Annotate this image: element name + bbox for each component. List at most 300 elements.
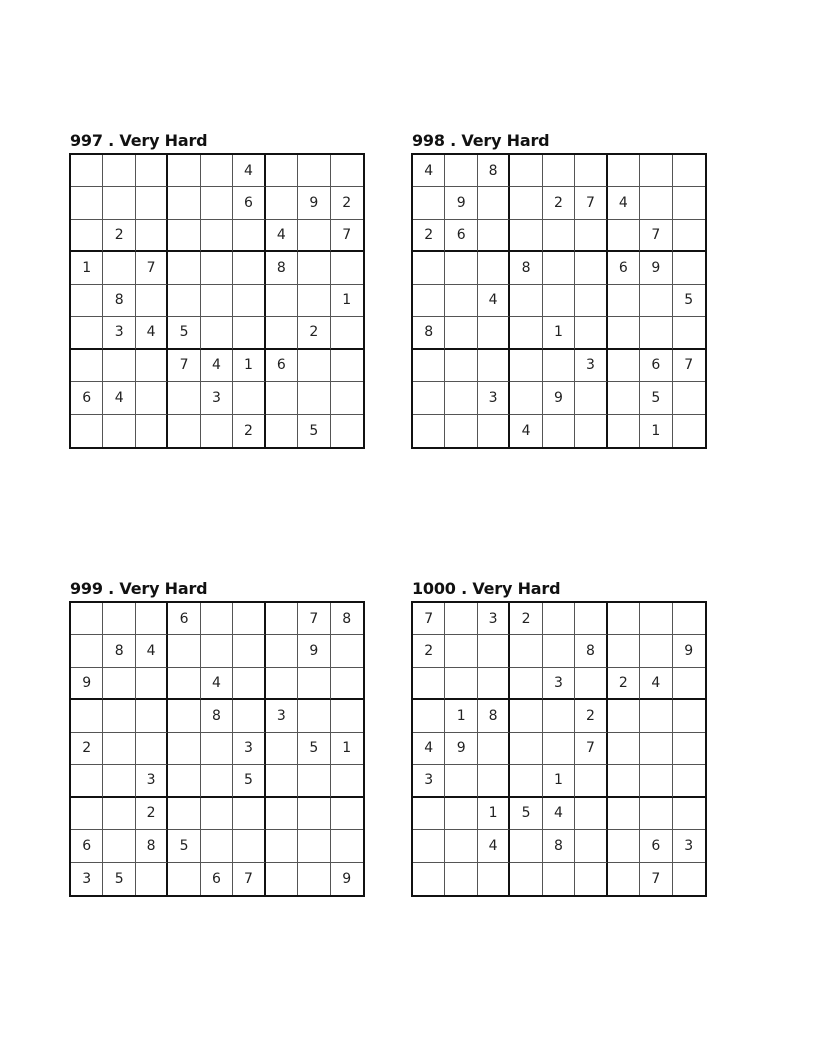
sudoku-cell bbox=[233, 830, 265, 862]
sudoku-cell: 7 bbox=[233, 863, 265, 895]
sudoku-cell bbox=[168, 382, 200, 414]
sudoku-cell bbox=[673, 798, 705, 830]
sudoku-cell bbox=[298, 382, 330, 414]
sudoku-cell bbox=[201, 415, 233, 447]
sudoku-cell bbox=[201, 635, 233, 667]
sudoku-cell bbox=[575, 382, 607, 414]
sudoku-cell: 3 bbox=[136, 765, 168, 797]
sudoku-cell bbox=[478, 765, 510, 797]
sudoku-cell bbox=[168, 798, 200, 830]
puzzle-title: 998 . Very Hard bbox=[412, 131, 550, 150]
sudoku-cell bbox=[608, 798, 640, 830]
sudoku-cell bbox=[103, 668, 135, 700]
sudoku-cell bbox=[233, 382, 265, 414]
sudoku-cell: 9 bbox=[71, 668, 103, 700]
sudoku-cell bbox=[510, 220, 542, 252]
sudoku-cell: 1 bbox=[71, 252, 103, 284]
sudoku-cell bbox=[201, 765, 233, 797]
sudoku-cell bbox=[673, 220, 705, 252]
sudoku-cell bbox=[640, 700, 672, 732]
sudoku-cell: 8 bbox=[510, 252, 542, 284]
sudoku-cell: 5 bbox=[640, 382, 672, 414]
sudoku-grid bbox=[411, 153, 707, 449]
sudoku-cell: 2 bbox=[233, 415, 265, 447]
sudoku-cell: 8 bbox=[543, 830, 575, 862]
sudoku-cell bbox=[71, 350, 103, 382]
sudoku-cell bbox=[168, 285, 200, 317]
sudoku-cell bbox=[673, 700, 705, 732]
sudoku-cell bbox=[640, 155, 672, 187]
sudoku-cell bbox=[266, 830, 298, 862]
sudoku-cell bbox=[136, 700, 168, 732]
sudoku-cell: 7 bbox=[136, 252, 168, 284]
sudoku-cell: 6 bbox=[168, 603, 200, 635]
sudoku-cell bbox=[608, 830, 640, 862]
sudoku-cell: 4 bbox=[478, 830, 510, 862]
sudoku-cell: 4 bbox=[413, 155, 445, 187]
sudoku-cell bbox=[298, 350, 330, 382]
sudoku-cell: 3 bbox=[478, 382, 510, 414]
sudoku-cell bbox=[71, 700, 103, 732]
puzzle-998 bbox=[411, 132, 707, 449]
sudoku-cell: 2 bbox=[608, 668, 640, 700]
sudoku-cell: 1 bbox=[331, 285, 363, 317]
sudoku-grid bbox=[69, 601, 365, 897]
sudoku-cell bbox=[510, 765, 542, 797]
sudoku-cell: 2 bbox=[298, 317, 330, 349]
sudoku-cell: 4 bbox=[201, 668, 233, 700]
sudoku-cell bbox=[266, 863, 298, 895]
sudoku-cell bbox=[103, 415, 135, 447]
sudoku-cell bbox=[478, 415, 510, 447]
sudoku-cell bbox=[71, 603, 103, 635]
puzzle-title: 999 . Very Hard bbox=[70, 579, 208, 598]
sudoku-cell bbox=[445, 317, 477, 349]
sudoku-cell: 6 bbox=[640, 350, 672, 382]
sudoku-cell bbox=[608, 220, 640, 252]
sudoku-cell: 3 bbox=[575, 350, 607, 382]
sudoku-cell bbox=[266, 798, 298, 830]
sudoku-cell bbox=[71, 220, 103, 252]
sudoku-cell bbox=[168, 155, 200, 187]
sudoku-cell bbox=[103, 765, 135, 797]
sudoku-cell bbox=[71, 285, 103, 317]
sudoku-cell bbox=[201, 798, 233, 830]
sudoku-cell: 6 bbox=[201, 863, 233, 895]
sudoku-cell bbox=[413, 252, 445, 284]
sudoku-cell bbox=[478, 733, 510, 765]
sudoku-cell bbox=[575, 220, 607, 252]
sudoku-cell: 5 bbox=[298, 415, 330, 447]
sudoku-cell: 9 bbox=[298, 635, 330, 667]
sudoku-cell: 3 bbox=[201, 382, 233, 414]
sudoku-cell: 2 bbox=[136, 798, 168, 830]
sudoku-cell bbox=[510, 733, 542, 765]
sudoku-cell bbox=[575, 863, 607, 895]
sudoku-cell: 1 bbox=[445, 700, 477, 732]
sudoku-cell bbox=[543, 285, 575, 317]
sudoku-cell bbox=[445, 155, 477, 187]
sudoku-cell bbox=[575, 830, 607, 862]
sudoku-cell bbox=[266, 285, 298, 317]
sudoku-cell bbox=[266, 155, 298, 187]
sudoku-cell bbox=[673, 382, 705, 414]
sudoku-cell bbox=[168, 187, 200, 219]
sudoku-cell bbox=[640, 317, 672, 349]
sudoku-cell bbox=[331, 635, 363, 667]
sudoku-cell bbox=[201, 155, 233, 187]
sudoku-cell bbox=[103, 252, 135, 284]
sudoku-cell bbox=[413, 700, 445, 732]
sudoku-cell bbox=[331, 155, 363, 187]
sudoku-cell bbox=[543, 603, 575, 635]
sudoku-cell bbox=[103, 830, 135, 862]
sudoku-cell: 5 bbox=[510, 798, 542, 830]
sudoku-cell: 4 bbox=[233, 155, 265, 187]
sudoku-cell bbox=[136, 382, 168, 414]
sudoku-cell bbox=[331, 317, 363, 349]
sudoku-cell: 6 bbox=[233, 187, 265, 219]
sudoku-cell: 7 bbox=[168, 350, 200, 382]
sudoku-cell bbox=[136, 733, 168, 765]
sudoku-cell bbox=[266, 187, 298, 219]
sudoku-cell: 4 bbox=[640, 668, 672, 700]
sudoku-cell: 8 bbox=[478, 155, 510, 187]
sudoku-cell bbox=[136, 155, 168, 187]
sudoku-cell bbox=[478, 220, 510, 252]
sudoku-grid bbox=[411, 601, 707, 897]
sudoku-cell bbox=[673, 765, 705, 797]
sudoku-cell: 8 bbox=[103, 635, 135, 667]
sudoku-cell bbox=[510, 863, 542, 895]
sudoku-cell bbox=[608, 603, 640, 635]
sudoku-cell: 8 bbox=[575, 635, 607, 667]
sudoku-cell bbox=[575, 252, 607, 284]
sudoku-cell bbox=[298, 863, 330, 895]
sudoku-cell bbox=[136, 603, 168, 635]
sudoku-cell bbox=[201, 830, 233, 862]
sudoku-cell bbox=[445, 285, 477, 317]
sudoku-cell: 2 bbox=[71, 733, 103, 765]
sudoku-cell bbox=[168, 635, 200, 667]
sudoku-cell bbox=[413, 382, 445, 414]
sudoku-cell bbox=[103, 155, 135, 187]
sudoku-cell bbox=[445, 635, 477, 667]
sudoku-cell bbox=[233, 668, 265, 700]
sudoku-cell: 8 bbox=[478, 700, 510, 732]
sudoku-cell: 3 bbox=[103, 317, 135, 349]
sudoku-cell bbox=[331, 415, 363, 447]
sudoku-cell bbox=[331, 668, 363, 700]
sudoku-cell bbox=[168, 863, 200, 895]
sudoku-cell bbox=[233, 317, 265, 349]
sudoku-cell bbox=[575, 155, 607, 187]
sudoku-cell: 2 bbox=[543, 187, 575, 219]
sudoku-cell bbox=[168, 733, 200, 765]
sudoku-cell bbox=[445, 350, 477, 382]
sudoku-cell bbox=[510, 830, 542, 862]
sudoku-cell: 3 bbox=[543, 668, 575, 700]
sudoku-cell bbox=[331, 700, 363, 732]
sudoku-cell bbox=[673, 187, 705, 219]
sudoku-cell bbox=[510, 285, 542, 317]
sudoku-cell bbox=[478, 252, 510, 284]
sudoku-cell bbox=[673, 603, 705, 635]
sudoku-cell bbox=[510, 668, 542, 700]
sudoku-cell bbox=[413, 863, 445, 895]
sudoku-cell bbox=[543, 155, 575, 187]
sudoku-cell bbox=[201, 187, 233, 219]
sudoku-cell bbox=[331, 765, 363, 797]
sudoku-cell: 6 bbox=[71, 382, 103, 414]
sudoku-cell bbox=[640, 798, 672, 830]
sudoku-cell: 6 bbox=[71, 830, 103, 862]
sudoku-cell bbox=[445, 863, 477, 895]
sudoku-cell: 7 bbox=[575, 187, 607, 219]
sudoku-cell bbox=[673, 415, 705, 447]
sudoku-cell bbox=[71, 765, 103, 797]
sudoku-cell: 3 bbox=[413, 765, 445, 797]
sudoku-cell bbox=[71, 155, 103, 187]
sudoku-cell bbox=[543, 350, 575, 382]
sudoku-cell: 1 bbox=[543, 765, 575, 797]
sudoku-cell: 7 bbox=[640, 863, 672, 895]
sudoku-cell bbox=[413, 830, 445, 862]
puzzle-title: 1000 . Very Hard bbox=[412, 579, 561, 598]
sudoku-cell bbox=[331, 252, 363, 284]
sudoku-cell bbox=[543, 863, 575, 895]
sudoku-cell bbox=[266, 603, 298, 635]
sudoku-cell: 1 bbox=[543, 317, 575, 349]
sudoku-cell bbox=[478, 317, 510, 349]
sudoku-cell: 9 bbox=[342, 870, 352, 887]
sudoku-cell: 2 bbox=[331, 187, 363, 219]
sudoku-cell bbox=[608, 155, 640, 187]
sudoku-cell bbox=[266, 765, 298, 797]
sudoku-cell: 8 bbox=[266, 252, 298, 284]
sudoku-cell: 1 bbox=[640, 415, 672, 447]
sudoku-cell bbox=[543, 252, 575, 284]
sudoku-cell: 8 bbox=[413, 317, 445, 349]
sudoku-cell: 9 bbox=[543, 382, 575, 414]
puzzle-997 bbox=[69, 132, 365, 449]
sudoku-cell bbox=[331, 350, 363, 382]
sudoku-cell bbox=[136, 187, 168, 219]
sudoku-cell bbox=[575, 317, 607, 349]
sudoku-cell: 2 bbox=[103, 220, 135, 252]
puzzle-1000 bbox=[411, 580, 707, 897]
sudoku-cell bbox=[445, 382, 477, 414]
sudoku-cell: 6 bbox=[266, 350, 298, 382]
sudoku-cell bbox=[71, 317, 103, 349]
sudoku-cell bbox=[510, 635, 542, 667]
sudoku-cell bbox=[608, 863, 640, 895]
sudoku-cell bbox=[413, 187, 445, 219]
sudoku-cell bbox=[608, 635, 640, 667]
sudoku-cell bbox=[445, 798, 477, 830]
sudoku-cell bbox=[71, 187, 103, 219]
sudoku-cell bbox=[510, 155, 542, 187]
sudoku-cell: 9 bbox=[445, 187, 477, 219]
sudoku-cell bbox=[575, 285, 607, 317]
sudoku-cell bbox=[608, 733, 640, 765]
sudoku-cell bbox=[640, 187, 672, 219]
sudoku-cell bbox=[136, 285, 168, 317]
sudoku-cell: 5 bbox=[673, 285, 705, 317]
sudoku-cell bbox=[266, 635, 298, 667]
sudoku-cell bbox=[71, 635, 103, 667]
sudoku-cell bbox=[298, 765, 330, 797]
sudoku-cell: 2 bbox=[575, 700, 607, 732]
sudoku-cell bbox=[543, 220, 575, 252]
sudoku-cell: 9 bbox=[640, 252, 672, 284]
sudoku-cell bbox=[445, 252, 477, 284]
sudoku-cell bbox=[608, 285, 640, 317]
sudoku-cell: 1 bbox=[478, 798, 510, 830]
sudoku-cell bbox=[168, 700, 200, 732]
sudoku-cell bbox=[103, 733, 135, 765]
sudoku-cell bbox=[201, 252, 233, 284]
sudoku-cell: 3 bbox=[71, 863, 103, 895]
sudoku-cell bbox=[331, 798, 363, 830]
sudoku-cell bbox=[298, 285, 330, 317]
sudoku-cell: 8 bbox=[103, 285, 135, 317]
sudoku-grid bbox=[69, 153, 365, 449]
sudoku-cell bbox=[168, 668, 200, 700]
sudoku-cell: 4 bbox=[608, 187, 640, 219]
sudoku-cell bbox=[510, 700, 542, 732]
sudoku-cell bbox=[478, 668, 510, 700]
sudoku-cell bbox=[298, 700, 330, 732]
sudoku-cell bbox=[103, 603, 135, 635]
sudoku-cell bbox=[673, 733, 705, 765]
sudoku-cell bbox=[201, 603, 233, 635]
sudoku-cell bbox=[201, 220, 233, 252]
sudoku-cell bbox=[543, 700, 575, 732]
sudoku-cell: 7 bbox=[673, 350, 705, 382]
sudoku-cell bbox=[445, 765, 477, 797]
sudoku-cell bbox=[298, 155, 330, 187]
sudoku-cell bbox=[103, 187, 135, 219]
sudoku-cell bbox=[608, 350, 640, 382]
sudoku-cell: 4 bbox=[543, 798, 575, 830]
sudoku-cell: 5 bbox=[168, 830, 200, 862]
sudoku-cell bbox=[510, 350, 542, 382]
sudoku-cell: 4 bbox=[136, 317, 168, 349]
sudoku-cell bbox=[233, 700, 265, 732]
sudoku-cell: 8 bbox=[201, 700, 233, 732]
sudoku-cell bbox=[510, 317, 542, 349]
sudoku-cell bbox=[478, 635, 510, 667]
sudoku-cell bbox=[233, 603, 265, 635]
sudoku-cell bbox=[575, 765, 607, 797]
sudoku-cell bbox=[575, 798, 607, 830]
sudoku-cell bbox=[233, 220, 265, 252]
sudoku-cell bbox=[71, 798, 103, 830]
sudoku-cell bbox=[413, 798, 445, 830]
sudoku-cell bbox=[445, 415, 477, 447]
sudoku-cell bbox=[331, 382, 363, 414]
sudoku-cell bbox=[103, 350, 135, 382]
sudoku-cell bbox=[543, 415, 575, 447]
sudoku-cell bbox=[201, 317, 233, 349]
sudoku-cell: 5 bbox=[103, 863, 135, 895]
sudoku-cell bbox=[266, 668, 298, 700]
sudoku-cell bbox=[673, 252, 705, 284]
sudoku-cell bbox=[575, 415, 607, 447]
sudoku-cell: 7 bbox=[331, 220, 363, 252]
sudoku-cell: 3 bbox=[673, 830, 705, 862]
puzzle-title: 997 . Very Hard bbox=[70, 131, 208, 150]
sudoku-cell bbox=[233, 285, 265, 317]
sudoku-cell: 4 bbox=[413, 733, 445, 765]
sudoku-cell: 4 bbox=[478, 285, 510, 317]
sudoku-cell bbox=[71, 415, 103, 447]
sudoku-cell bbox=[640, 635, 672, 667]
sudoku-cell: 7 bbox=[640, 220, 672, 252]
sudoku-cell bbox=[478, 187, 510, 219]
sudoku-cell bbox=[445, 603, 477, 635]
sudoku-cell bbox=[510, 382, 542, 414]
sudoku-cell bbox=[510, 187, 542, 219]
sudoku-cell bbox=[136, 220, 168, 252]
sudoku-cell: 4 bbox=[136, 635, 168, 667]
sudoku-cell: 4 bbox=[201, 350, 233, 382]
sudoku-cell bbox=[168, 415, 200, 447]
sudoku-cell bbox=[640, 765, 672, 797]
sudoku-cell bbox=[136, 415, 168, 447]
sudoku-cell bbox=[413, 350, 445, 382]
sudoku-cell: 3 bbox=[266, 700, 298, 732]
sudoku-cell bbox=[608, 317, 640, 349]
sudoku-cell bbox=[673, 668, 705, 700]
sudoku-cell bbox=[266, 382, 298, 414]
sudoku-cell: 9 bbox=[298, 187, 330, 219]
sudoku-cell bbox=[266, 317, 298, 349]
sudoku-cell bbox=[233, 252, 265, 284]
sudoku-cell bbox=[543, 733, 575, 765]
sudoku-cell bbox=[201, 285, 233, 317]
sudoku-cell bbox=[640, 285, 672, 317]
sudoku-cell bbox=[673, 317, 705, 349]
sudoku-cell: 1 bbox=[331, 733, 363, 765]
sudoku-cell bbox=[298, 668, 330, 700]
sudoku-cell: 7 bbox=[413, 603, 445, 635]
sudoku-cell: 5 bbox=[298, 733, 330, 765]
sudoku-cell bbox=[673, 863, 705, 895]
sudoku-cell: 5 bbox=[168, 317, 200, 349]
sudoku-cell: 2 bbox=[510, 603, 542, 635]
sudoku-cell bbox=[136, 863, 168, 895]
sudoku-cell: 9 bbox=[673, 635, 705, 667]
sudoku-cell bbox=[543, 635, 575, 667]
sudoku-cell: 5 bbox=[233, 765, 265, 797]
sudoku-cell bbox=[233, 798, 265, 830]
sudoku-cell bbox=[640, 603, 672, 635]
sudoku-cell bbox=[266, 733, 298, 765]
sudoku-cell: 2 bbox=[413, 220, 445, 252]
puzzle-999 bbox=[69, 580, 365, 897]
sudoku-cell bbox=[575, 603, 607, 635]
sudoku-cell: 9 bbox=[445, 733, 477, 765]
sudoku-cell bbox=[575, 668, 607, 700]
sudoku-cell bbox=[478, 350, 510, 382]
sudoku-cell: 6 bbox=[608, 252, 640, 284]
sudoku-cell: 4 bbox=[510, 415, 542, 447]
sudoku-cell bbox=[673, 155, 705, 187]
sudoku-cell: 8 bbox=[331, 603, 363, 635]
sudoku-cell bbox=[168, 252, 200, 284]
